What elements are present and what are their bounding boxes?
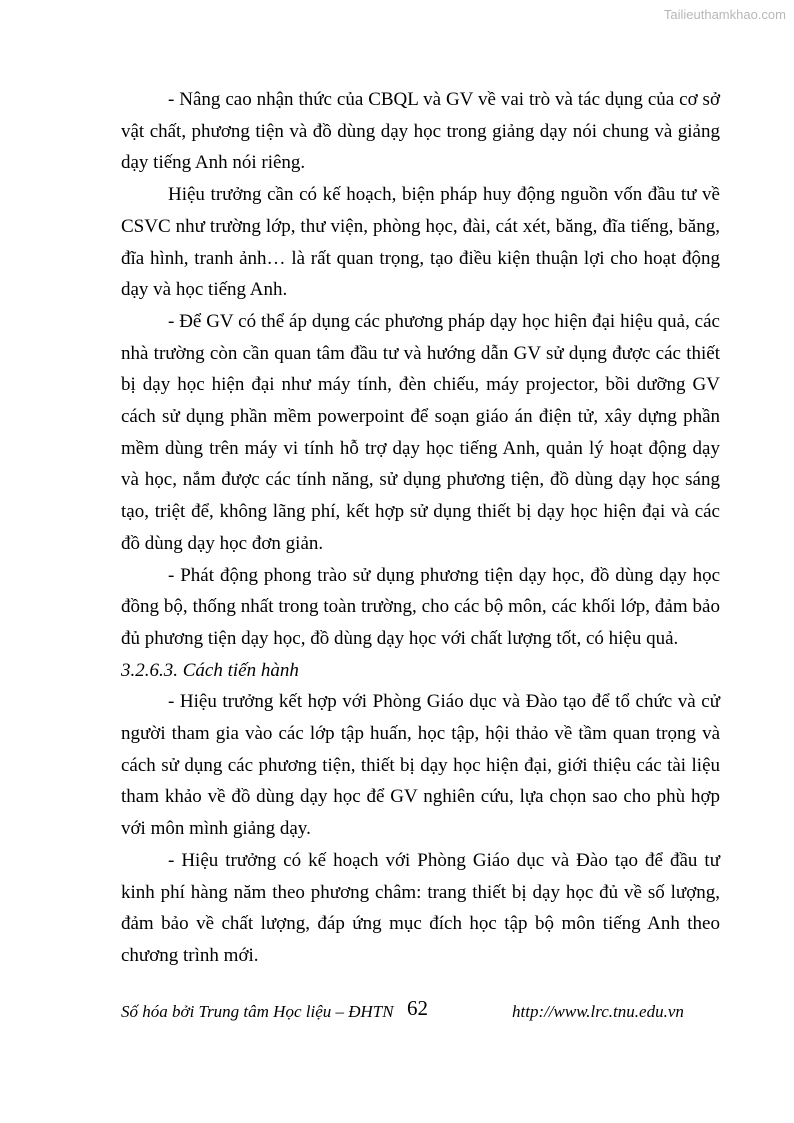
paragraph-modern-equipment: - Để GV có thể áp dụng các phương pháp dạy học hiện đại hiệu quả, các nhà trường còn cần quan tâm đầu tư và hướng dẫn GV sử dụng được các thiết bị dạy học hiện đại như máy tính, đèn chiếu, máy projector, bồi dưỡng GV cách sử dụng phần mềm powerpoint để soạn giáo án điện tử, xây dựng phần mềm dùng trên máy vi tính hỗ trợ dạy học tiếng Anh, quản lý hoạt động dạy và học, nắm được các tính năng, sử dụng phương tiện, đồ dùng dạy học sáng tạo, triệt để, không lãng phí, kết hợp sử dụng thiết bị dạy học hiện đại và các đồ dùng dạy học đơn giản.	[121, 310, 720, 554]
watermark: Tailieuthamkhao.com	[663, 7, 786, 22]
footer-digitized-by: Số hóa bởi Trung tâm Học liệu – ĐHTN	[121, 1002, 394, 1021]
section-heading: 3.2.6.3. Cách tiến hành	[121, 659, 299, 681]
paragraph-training-cooperation: - Hiệu trưởng kết hợp với Phòng Giáo dục và Đào tạo để tổ chức và cử người tham gia vào các lớp tập huấn, học tập, hội thảo về tầm quan trọng và cách sử dụng các phương tiện, thiết bị dạy học hiện đại, giới thiệu các tài liệu tham khảo về đồ dùng dạy học để GV nghiên cứu, lựa chọn sao cho phù hợp với môn mình giảng dạy.	[121, 691, 720, 840]
document-body	[121, 84, 720, 972]
page-number: 62	[407, 996, 428, 1020]
paragraph-csvc-awareness: - Nâng cao nhận thức của CBQL và GV về vai trò và tác dụng của cơ sở vật chất, phương tiện và đồ dùng dạy học trong giảng dạy nói chung và giảng dạy tiếng Anh nói riêng.	[121, 89, 720, 174]
footer-url: http://www.lrc.tnu.edu.vn	[512, 1002, 684, 1021]
paragraph-teaching-aids-movement: - Phát động phong trào sử dụng phương tiện dạy học, đồ dùng dạy học đồng bộ, thống nhất trong toàn trường, cho các bộ môn, các khối lớp, đảm bảo đủ phương tiện dạy học, đồ dùng dạy học với chất lượng tốt, có hiệu quả.	[121, 564, 720, 649]
paragraph-principal-funding-plan: Hiệu trưởng cần có kế hoạch, biện pháp huy động nguồn vốn đầu tư về CSVC như trường lớp, thư viện, phòng học, đài, cát xét, băng, đĩa tiếng, băng, đĩa hình, tranh ảnh… là rất quan trọng, tạo điều kiện thuận lợi cho hoạt động dạy và học tiếng Anh.	[121, 184, 720, 301]
paragraph-annual-budget: - Hiệu trưởng có kế hoạch với Phòng Giáo dục và Đào tạo để đầu tư kinh phí hàng năm theo phương châm: trang thiết bị dạy học đủ về số lượng, đảm bảo về chất lượng, đáp ứng mục đích học tập bộ môn tiếng Anh theo chương trình mới.	[121, 849, 720, 966]
